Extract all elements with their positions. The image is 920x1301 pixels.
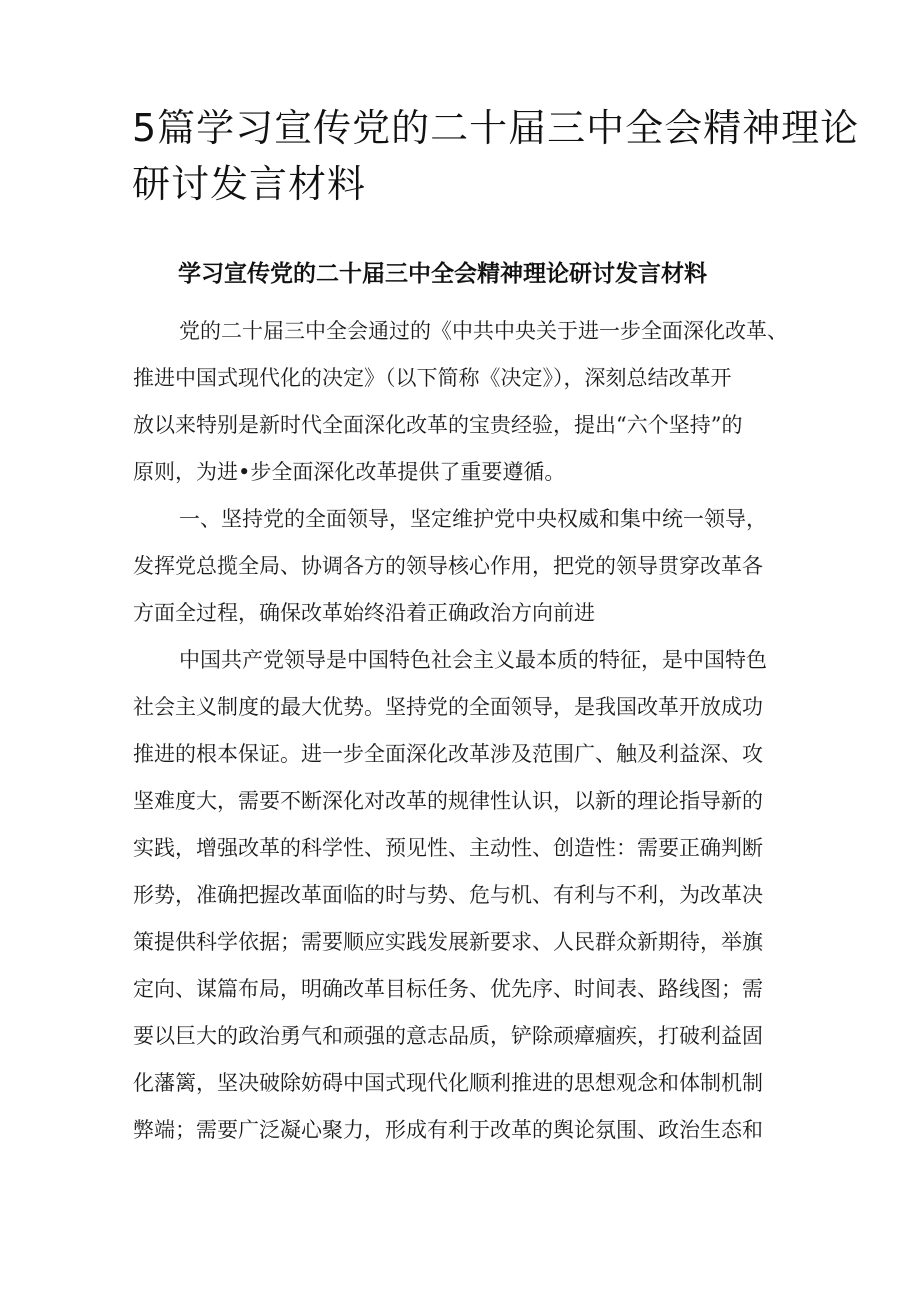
paragraph-line: 放以来特别是新时代全面深化改革的宝贵经验，提出“六个坚持”的 bbox=[133, 413, 743, 437]
heading-line: 发挥党总揽全局、协调各方的领导核心作用，把党的领导贯穿改革各 bbox=[133, 554, 763, 578]
paragraph-line: 社会主义制度的最大优势。坚持党的全面领导，是我国改革开放成功 bbox=[133, 695, 763, 719]
paragraph-line: 形势，准确把握改革面临的时与势、危与机、有利与不利，为改革决 bbox=[133, 883, 763, 907]
paragraph-line: 定向、谋篇布局，明确改革目标任务、优先序、时间表、路线图；需 bbox=[133, 977, 763, 1001]
paragraph-line: 实践，增强改革的科学性、预见性、主动性、创造性：需要正确判断 bbox=[133, 836, 763, 860]
paragraph-line: 化藩篱，坚决破除妨碍中国式现代化顺利推进的思想观念和体制机制 bbox=[133, 1071, 763, 1095]
document-title bbox=[132, 100, 860, 212]
paragraph-line: 党的二十届三中全会通过的《中共中央关于进一步全面深化改革、 bbox=[179, 319, 788, 343]
paragraph-line: 策提供科学依据；需要顺应实践发展新要求、人民群众新期待，举旗 bbox=[133, 930, 763, 954]
document-body bbox=[133, 308, 803, 1154]
paragraph-line: 要以巨大的政治勇气和顽强的意志品质，铲除顽瘴痼疾，打破利益固 bbox=[133, 1024, 763, 1048]
paragraph-line: 推进的根本保证。进一步全面深化改革涉及范围广、触及利益深、攻 bbox=[133, 742, 763, 766]
section-subtitle: 学习宣传党的二十届三中全会精神理论研讨发言材料 bbox=[178, 261, 707, 287]
heading-line: 方面全过程，确保改革始终沿着正确政治方向前进 bbox=[133, 601, 595, 625]
paragraph-line: 原则，为进•步全面深化改革提供了重要遵循。 bbox=[133, 460, 566, 484]
paragraph-line: 中国共产党领导是中国特色社会主义最本质的特征，是中国特色 bbox=[179, 648, 767, 672]
paragraph-line: 坚难度大，需要不断深化对改革的规律性认识，以新的理论指导新的 bbox=[133, 789, 763, 813]
paragraph-line: 弊端；需要广泛凝心聚力，形成有利于改革的舆论氛围、政治生态和 bbox=[133, 1118, 763, 1142]
paragraph-line: 推进中国式现代化的决定》（以下简称《决定》），深刻总结改革开 bbox=[133, 366, 732, 390]
title-line: 研讨发言材料 bbox=[132, 162, 367, 206]
title-line: 5篇学习宣传党的二十届三中全会精神理论 bbox=[132, 106, 860, 150]
heading-line: 一、坚持党的全面领导，坚定维护党中央权威和集中统一领导， bbox=[179, 507, 767, 531]
